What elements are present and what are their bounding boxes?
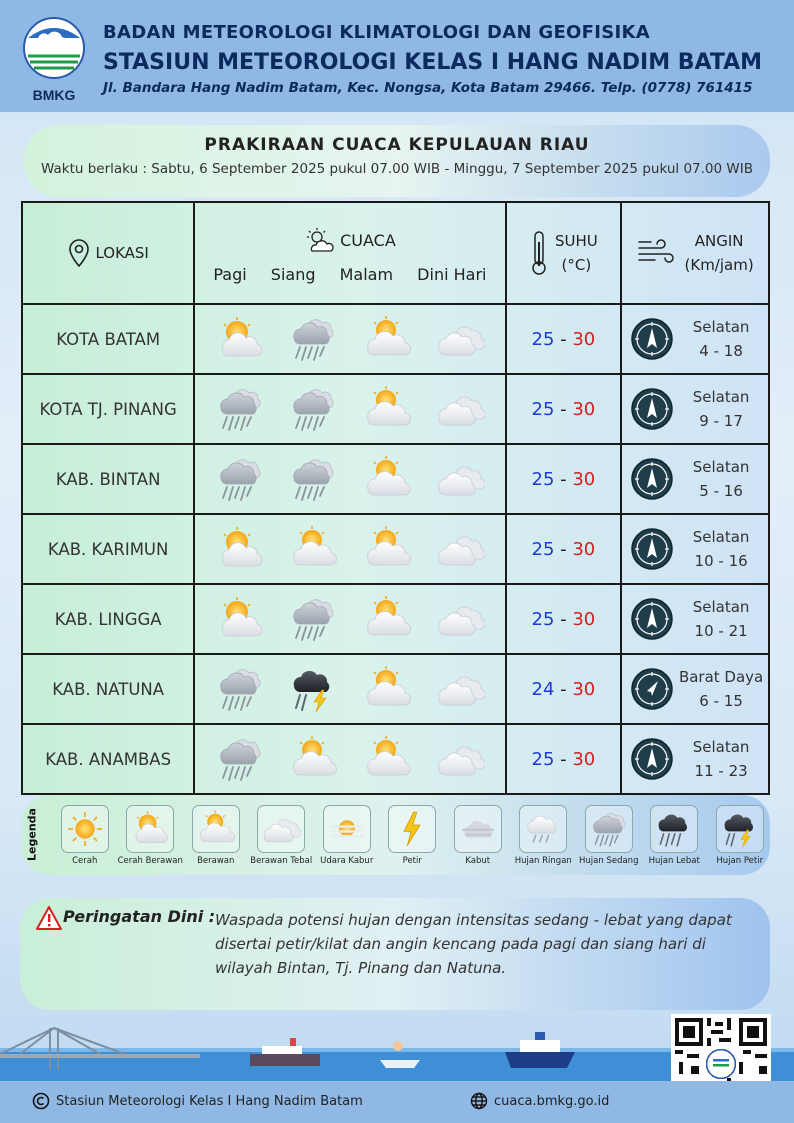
berawan-icon <box>362 384 412 434</box>
warning-icon <box>36 906 62 930</box>
row-location: KAB. KARIMUN <box>22 514 194 584</box>
berawan-icon <box>362 594 412 644</box>
row-location: KAB. LINGGA <box>22 584 194 654</box>
cerah-berawan-icon <box>215 594 265 644</box>
berawan-icon <box>362 454 412 504</box>
compass-arrow-north-icon <box>630 597 674 641</box>
berawan-tebal-icon <box>435 314 485 364</box>
wind-speed: 5 - 16 <box>699 482 743 500</box>
row-weather <box>194 724 505 794</box>
footer-bar <box>0 1081 794 1123</box>
berawan-tebal-icon <box>435 664 485 714</box>
row-wind <box>621 584 769 654</box>
temp-max: 30 <box>572 678 596 700</box>
legend-item-berawan <box>183 805 249 866</box>
agency-name: BADAN METEOROLOGI KLIMATOLOGI DAN GEOFISIKA <box>103 22 650 43</box>
temp-separator: - <box>554 398 573 420</box>
legend-icon-box <box>192 805 240 853</box>
row-wind <box>621 374 769 444</box>
warning-text: Waspada potensi hujan dengan intensitas sedang - lebat yang dapat disertai petir/kilat dan angin kencang pada pagi dan siang hari di wilayah Bintan, Tj. Pinang dan Natuna. <box>215 911 732 977</box>
row-temperature <box>506 304 622 374</box>
early-warning-panel <box>20 898 770 1010</box>
header-location-label: LOKASI <box>95 244 149 262</box>
berawan-tebal-icon <box>435 384 485 434</box>
legend-item-hujan-sedang <box>576 805 642 866</box>
table-header-row <box>22 202 769 304</box>
wind-speed: 9 - 17 <box>699 412 743 430</box>
hujan-sedang-icon <box>288 384 338 434</box>
table-row <box>22 584 769 654</box>
legend-item-berawan-tebal <box>249 805 315 866</box>
temp-max: 30 <box>572 748 596 770</box>
legend-icon-box <box>716 805 764 853</box>
legend-item-label: Berawan <box>197 856 235 866</box>
page-title: PRAKIRAAN CUACA KEPULAUAN RIAU <box>204 135 590 155</box>
berawan-icon <box>288 734 338 784</box>
cerah-berawan-icon <box>215 524 265 574</box>
temp-min: 24 <box>531 678 555 700</box>
temp-min: 25 <box>531 398 555 420</box>
wind-speed: 11 - 23 <box>694 762 748 780</box>
footer-website-link[interactable]: cuaca.bmkg.go.id <box>494 1093 610 1109</box>
footer-website[interactable] <box>470 1092 609 1110</box>
temp-separator: - <box>554 328 573 350</box>
wind-direction: Selatan <box>692 598 750 616</box>
legend-item-label: Petir <box>402 856 422 866</box>
legend-icon-box <box>650 805 698 853</box>
temp-max: 30 <box>572 468 596 490</box>
row-location: KAB. ANAMBAS <box>22 724 194 794</box>
berawan-icon <box>288 524 338 574</box>
temp-max: 30 <box>572 398 596 420</box>
row-temperature <box>506 514 622 584</box>
temp-max: 30 <box>572 328 596 350</box>
compass-arrow-northeast-icon <box>630 667 674 711</box>
temp-min: 25 <box>531 468 555 490</box>
legend-item-label: Hujan Ringan <box>514 856 572 866</box>
berawan-tebal-icon <box>435 454 485 504</box>
table-row <box>22 374 769 444</box>
temp-min: 25 <box>531 748 555 770</box>
legend-item-label: Hujan Lebat <box>648 856 700 866</box>
svg-text:BMKG: BMKG <box>32 87 76 103</box>
row-location: KOTA BATAM <box>22 304 194 374</box>
temp-min: 25 <box>531 538 555 560</box>
validity-period: Waktu berlaku : Sabtu, 6 September 2025 pukul 07.00 WIB - Minggu, 7 September 2025 pukul 07.00 WIB <box>41 161 753 177</box>
legend-item-hujan-petir <box>707 805 773 866</box>
header-wind <box>621 202 769 304</box>
hujan-sedang-icon <box>288 314 338 364</box>
copyright-icon <box>32 1092 50 1110</box>
wind-speed: 4 - 18 <box>699 342 743 360</box>
temp-max: 30 <box>572 538 596 560</box>
hujan-lebat-icon <box>654 809 694 849</box>
legend-label: Legenda <box>25 808 39 861</box>
temp-separator: - <box>554 678 573 700</box>
row-weather <box>194 304 505 374</box>
table-row <box>22 724 769 794</box>
legend-item-label: Cerah <box>72 856 98 866</box>
legend-icon-box <box>388 805 436 853</box>
petir-icon <box>392 809 432 849</box>
hujan-sedang-icon <box>288 594 338 644</box>
berawan-icon <box>362 734 412 784</box>
temp-min: 25 <box>531 328 555 350</box>
row-temperature <box>506 374 622 444</box>
legend-icon-box <box>323 805 371 853</box>
legend-item-cerah-berawan <box>118 805 184 866</box>
temp-separator: - <box>554 538 573 560</box>
header-weather-label: CUACA <box>340 231 396 250</box>
partly-cloudy-icon <box>304 227 336 255</box>
wind-icon <box>637 238 677 268</box>
table-row <box>22 654 769 724</box>
legend-icon-box <box>454 805 502 853</box>
header-period-pagi: Pagi <box>213 264 247 284</box>
temp-min: 25 <box>531 608 555 630</box>
row-weather <box>194 654 505 724</box>
header-temp-unit: (°C) <box>561 256 592 274</box>
temp-separator: - <box>554 468 573 490</box>
row-weather <box>194 374 505 444</box>
row-wind <box>621 724 769 794</box>
hujan-ringan-icon <box>523 809 563 849</box>
legend-icon-box <box>257 805 305 853</box>
row-weather <box>194 584 505 654</box>
row-temperature <box>506 584 622 654</box>
hujan-sedang-icon <box>215 384 265 434</box>
header-temperature <box>506 202 622 304</box>
legend-item-label: Hujan Sedang <box>579 856 639 866</box>
header-wind-unit: (Km/jam) <box>684 256 754 274</box>
wind-direction: Selatan <box>692 458 750 476</box>
legend-item-label: Hujan Petir <box>716 856 764 866</box>
bmkg-logo <box>18 14 90 106</box>
wind-direction: Selatan <box>692 388 750 406</box>
cerah-berawan-icon <box>130 809 170 849</box>
table-row <box>22 444 769 514</box>
footer-copyright <box>32 1092 363 1110</box>
row-temperature <box>506 654 622 724</box>
berawan-icon <box>362 314 412 364</box>
header-wind-label: ANGIN <box>694 232 744 250</box>
hujan-petir-icon <box>288 664 338 714</box>
wind-direction: Selatan <box>692 318 750 336</box>
header-period-malam: Malam <box>339 264 394 284</box>
table-row <box>22 304 769 374</box>
cerah-berawan-icon <box>215 314 265 364</box>
temp-separator: - <box>554 608 573 630</box>
thermometer-icon <box>529 230 549 276</box>
header-bar <box>0 0 794 112</box>
header-period-dini-hari: Dini Hari <box>417 264 487 284</box>
row-temperature <box>506 724 622 794</box>
kabut-icon <box>458 809 498 849</box>
globe-icon <box>470 1092 488 1110</box>
legend-icon-box <box>585 805 633 853</box>
berawan-icon <box>196 809 236 849</box>
berawan-tebal-icon <box>435 524 485 574</box>
wind-speed: 10 - 16 <box>694 552 748 570</box>
legend-item-hujan-ringan <box>511 805 577 866</box>
berawan-icon <box>362 664 412 714</box>
compass-arrow-north-icon <box>630 317 674 361</box>
header-temp-label: SUHU <box>555 232 598 250</box>
compass-arrow-north-icon <box>630 387 674 431</box>
row-weather <box>194 444 505 514</box>
forecast-table <box>21 201 770 795</box>
row-temperature <box>506 444 622 514</box>
header-location <box>22 202 194 304</box>
row-wind <box>621 444 769 514</box>
row-wind <box>621 514 769 584</box>
legend-item-label: Udara Kabur <box>320 856 374 866</box>
compass-arrow-north-icon <box>630 457 674 501</box>
legend-item-hujan-lebat <box>642 805 708 866</box>
location-pin-icon <box>67 238 91 268</box>
wind-direction: Selatan <box>692 528 750 546</box>
hujan-sedang-icon <box>215 664 265 714</box>
table-row <box>22 514 769 584</box>
wind-speed: 10 - 21 <box>694 622 748 640</box>
legend-item-petir <box>380 805 446 866</box>
row-wind <box>621 654 769 724</box>
warning-title: Peringatan Dini : <box>63 907 216 926</box>
header-weather <box>194 202 505 304</box>
temp-max: 30 <box>572 608 596 630</box>
hujan-sedang-icon <box>288 454 338 504</box>
title-panel <box>24 125 770 197</box>
legend-icon-box <box>519 805 567 853</box>
berawan-tebal-icon <box>435 734 485 784</box>
row-wind <box>621 304 769 374</box>
berawan-tebal-icon <box>261 809 301 849</box>
legend-item-label: Cerah Berawan <box>117 856 183 866</box>
cerah-icon <box>65 809 105 849</box>
legend-item-label: Berawan Tebal <box>250 856 313 866</box>
hujan-sedang-icon <box>215 734 265 784</box>
legend-item-cerah <box>52 805 118 866</box>
header-period-siang: Siang <box>270 264 316 284</box>
legend-panel <box>22 795 770 875</box>
station-address: Jl. Bandara Hang Nadim Batam, Kec. Nongsa, Kota Batam 29466. Telp. (0778) 761415 <box>103 80 753 96</box>
legend-item-label: Kabut <box>465 856 491 866</box>
legend-icon-box <box>126 805 174 853</box>
legend-item-udara-kabur <box>314 805 380 866</box>
row-location: KAB. NATUNA <box>22 654 194 724</box>
row-weather <box>194 514 505 584</box>
compass-arrow-north-icon <box>630 527 674 571</box>
hujan-sedang-icon <box>215 454 265 504</box>
berawan-icon <box>362 524 412 574</box>
station-name: STASIUN METEOROLOGI KELAS I HANG NADIM BATAM <box>103 50 763 75</box>
wind-direction: Selatan <box>692 738 750 756</box>
temp-separator: - <box>554 748 573 770</box>
compass-arrow-north-icon <box>630 737 674 781</box>
row-location: KOTA TJ. PINANG <box>22 374 194 444</box>
legend-item-kabut <box>445 805 511 866</box>
wind-speed: 6 - 15 <box>699 692 743 710</box>
udara-kabur-icon <box>327 809 367 849</box>
berawan-tebal-icon <box>435 594 485 644</box>
legend-icon-box <box>61 805 109 853</box>
wind-direction: Barat Daya <box>678 668 764 686</box>
row-location: KAB. BINTAN <box>22 444 194 514</box>
footer-copyright-text: Stasiun Meteorologi Kelas I Hang Nadim Batam <box>56 1093 363 1109</box>
hujan-sedang-icon <box>589 809 629 849</box>
hujan-petir-icon <box>720 809 760 849</box>
